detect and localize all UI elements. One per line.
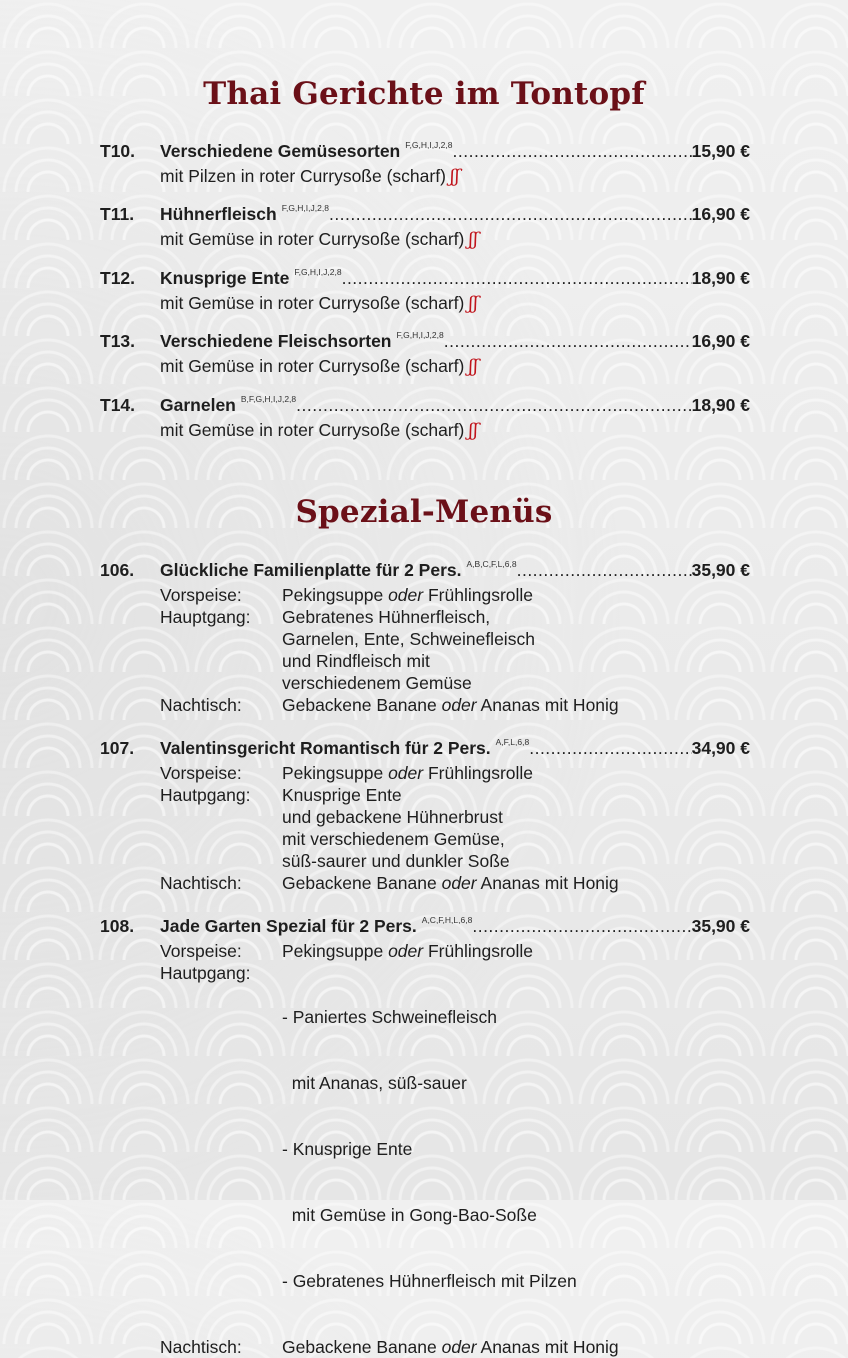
item-name: Glückliche Familienplatte für 2 Pers. bbox=[160, 560, 462, 580]
item-name: Garnelen bbox=[160, 395, 236, 415]
course-option-b: Frühlingsrolle bbox=[427, 763, 534, 783]
course-label: Nachtisch: bbox=[160, 695, 242, 715]
menu-item-t11 bbox=[100, 203, 750, 251]
item-price: 15,90 € bbox=[691, 141, 750, 161]
course-line: mit verschiedenem Gemüse, bbox=[282, 829, 505, 849]
item-name: Verschiedene Gemüsesorten bbox=[160, 141, 401, 161]
course-option-a: Pekingsuppe bbox=[282, 585, 384, 605]
course-line: Gebratenes Hühnerfleisch, bbox=[282, 607, 491, 627]
course-label: Nachtisch: bbox=[160, 1337, 242, 1357]
item-number: T11. bbox=[100, 204, 135, 224]
chili-icon: ʃʃ bbox=[468, 293, 479, 314]
course-line: Garnelen, Ente, Schweinefleisch bbox=[282, 629, 535, 649]
dot-leader bbox=[329, 203, 692, 225]
course-label: Vorspeise: bbox=[160, 585, 242, 605]
course-label: Vorspeise: bbox=[160, 763, 242, 783]
course-oder: oder bbox=[441, 695, 477, 715]
item-number: 106. bbox=[100, 560, 135, 580]
course-oder: oder bbox=[441, 873, 477, 893]
chili-icon: ʃʃ bbox=[468, 420, 479, 441]
course-line: und Rindfleisch mit bbox=[282, 651, 430, 671]
course-line: Knusprige Ente bbox=[282, 785, 402, 805]
course-option-b: Frühlingsrolle bbox=[427, 941, 534, 961]
menu-item-t12 bbox=[100, 267, 750, 315]
course-line: verschiedenem Gemüse bbox=[282, 673, 472, 693]
item-price: 35,90 € bbox=[691, 916, 750, 936]
course-oder: oder bbox=[441, 1337, 477, 1357]
item-price: 18,90 € bbox=[691, 268, 750, 288]
item-number: 108. bbox=[100, 916, 135, 936]
allergen-codes: F,G,H,I,J,2,8 bbox=[405, 140, 453, 150]
allergen-codes: F,G,H,I,J,2,8 bbox=[396, 330, 444, 340]
course-label: Hautpgang: bbox=[160, 963, 251, 983]
item-name: Jade Garten Spezial für 2 Pers. bbox=[160, 916, 417, 936]
course-line: mit Ananas, süß-sauer bbox=[282, 1073, 467, 1093]
course-nachtisch bbox=[100, 694, 750, 716]
menu-106 bbox=[100, 559, 750, 716]
course-line: süß-saurer und dunkler Soße bbox=[282, 851, 510, 871]
course-oder: oder bbox=[388, 585, 424, 605]
course-line: - Paniertes Schweinefleisch bbox=[282, 1007, 497, 1027]
course-option-b: Ananas mit Honig bbox=[480, 1337, 619, 1357]
chili-icon: ʃʃ bbox=[468, 229, 479, 250]
allergen-codes: A,C,F,H,L,6,8 bbox=[421, 915, 473, 925]
item-name: Valentinsgericht Romantisch für 2 Pers. bbox=[160, 738, 491, 758]
allergen-codes: A,F,L,6,8 bbox=[495, 737, 530, 747]
dot-leader bbox=[444, 330, 692, 352]
course-option-a: Gebackene Banane bbox=[282, 695, 437, 715]
dot-leader bbox=[472, 915, 691, 937]
course-option-a: Pekingsuppe bbox=[282, 941, 384, 961]
course-oder: oder bbox=[388, 941, 424, 961]
course-line: - Knusprige Ente bbox=[282, 1139, 413, 1159]
course-oder: oder bbox=[388, 763, 424, 783]
course-vorspeise bbox=[100, 584, 750, 606]
item-number: T12. bbox=[100, 268, 136, 288]
course-nachtisch bbox=[100, 1336, 750, 1358]
course-nachtisch bbox=[100, 872, 750, 894]
course-option-b: Frühlingsrolle bbox=[427, 585, 534, 605]
section-title-thai: Thai Gerichte im Tontopf bbox=[203, 76, 645, 112]
chili-icon: ʃʃ bbox=[449, 166, 460, 187]
menu-item-t13 bbox=[100, 330, 750, 378]
dot-leader bbox=[529, 737, 691, 759]
course-label: Vorspeise: bbox=[160, 941, 242, 961]
menu-item-t14 bbox=[100, 394, 750, 442]
course-option-b: Ananas mit Honig bbox=[480, 873, 619, 893]
item-name: Verschiedene Fleischsorten bbox=[160, 331, 392, 351]
allergen-codes: F,G,H,I,J,2,8 bbox=[281, 203, 329, 213]
menu-108 bbox=[100, 915, 750, 1358]
course-line: mit Gemüse in Gong-Bao-Soße bbox=[282, 1205, 537, 1225]
course-option-b: Ananas mit Honig bbox=[480, 695, 619, 715]
course-hauptgang bbox=[100, 962, 750, 1336]
dot-leader bbox=[296, 394, 691, 416]
dot-leader bbox=[453, 140, 692, 162]
menu-item-t10 bbox=[100, 140, 750, 188]
course-label: Nachtisch: bbox=[160, 873, 242, 893]
item-price: 35,90 € bbox=[691, 560, 750, 580]
course-hauptgang bbox=[100, 784, 750, 872]
item-name: Knusprige Ente bbox=[160, 268, 290, 288]
course-line: und gebackene Hühnerbrust bbox=[282, 807, 503, 827]
dot-leader bbox=[517, 559, 692, 581]
section-title-spezial: Spezial-Menüs bbox=[295, 494, 553, 530]
item-price: 16,90 € bbox=[691, 204, 750, 224]
item-number: 107. bbox=[100, 738, 135, 758]
item-price: 34,90 € bbox=[691, 738, 750, 758]
course-hauptgang bbox=[100, 606, 750, 694]
chili-icon: ʃʃ bbox=[468, 356, 479, 377]
item-number: T13. bbox=[100, 331, 136, 351]
dot-leader bbox=[342, 267, 692, 289]
item-description: mit Pilzen in roter Currysoße (scharf) bbox=[160, 166, 446, 186]
item-name: Hühnerfleisch bbox=[160, 204, 277, 224]
course-label: Hautpgang: bbox=[160, 785, 251, 805]
item-description: mit Gemüse in roter Currysoße (scharf) bbox=[160, 356, 465, 376]
allergen-codes: A,B,C,F,L,6,8 bbox=[466, 559, 517, 569]
item-description: mit Gemüse in roter Currysoße (scharf) bbox=[160, 420, 465, 440]
item-number: T14. bbox=[100, 395, 136, 415]
item-price: 18,90 € bbox=[691, 395, 750, 415]
allergen-codes: F,G,H,I,J,2,8 bbox=[294, 267, 342, 277]
item-number: T10. bbox=[100, 141, 136, 161]
item-description: mit Gemüse in roter Currysoße (scharf) bbox=[160, 293, 465, 313]
item-price: 16,90 € bbox=[691, 331, 750, 351]
allergen-codes: B,F,G,H,I,J,2,8 bbox=[240, 394, 297, 404]
course-option-a: Gebackene Banane bbox=[282, 873, 437, 893]
course-line: - Gebratenes Hühnerfleisch mit Pilzen bbox=[282, 1271, 577, 1291]
course-vorspeise bbox=[100, 762, 750, 784]
course-label: Hauptgang: bbox=[160, 607, 251, 627]
course-option-a: Pekingsuppe bbox=[282, 763, 384, 783]
course-option-a: Gebackene Banane bbox=[282, 1337, 437, 1357]
course-vorspeise bbox=[100, 940, 750, 962]
item-description: mit Gemüse in roter Currysoße (scharf) bbox=[160, 229, 465, 249]
menu-107 bbox=[100, 737, 750, 894]
